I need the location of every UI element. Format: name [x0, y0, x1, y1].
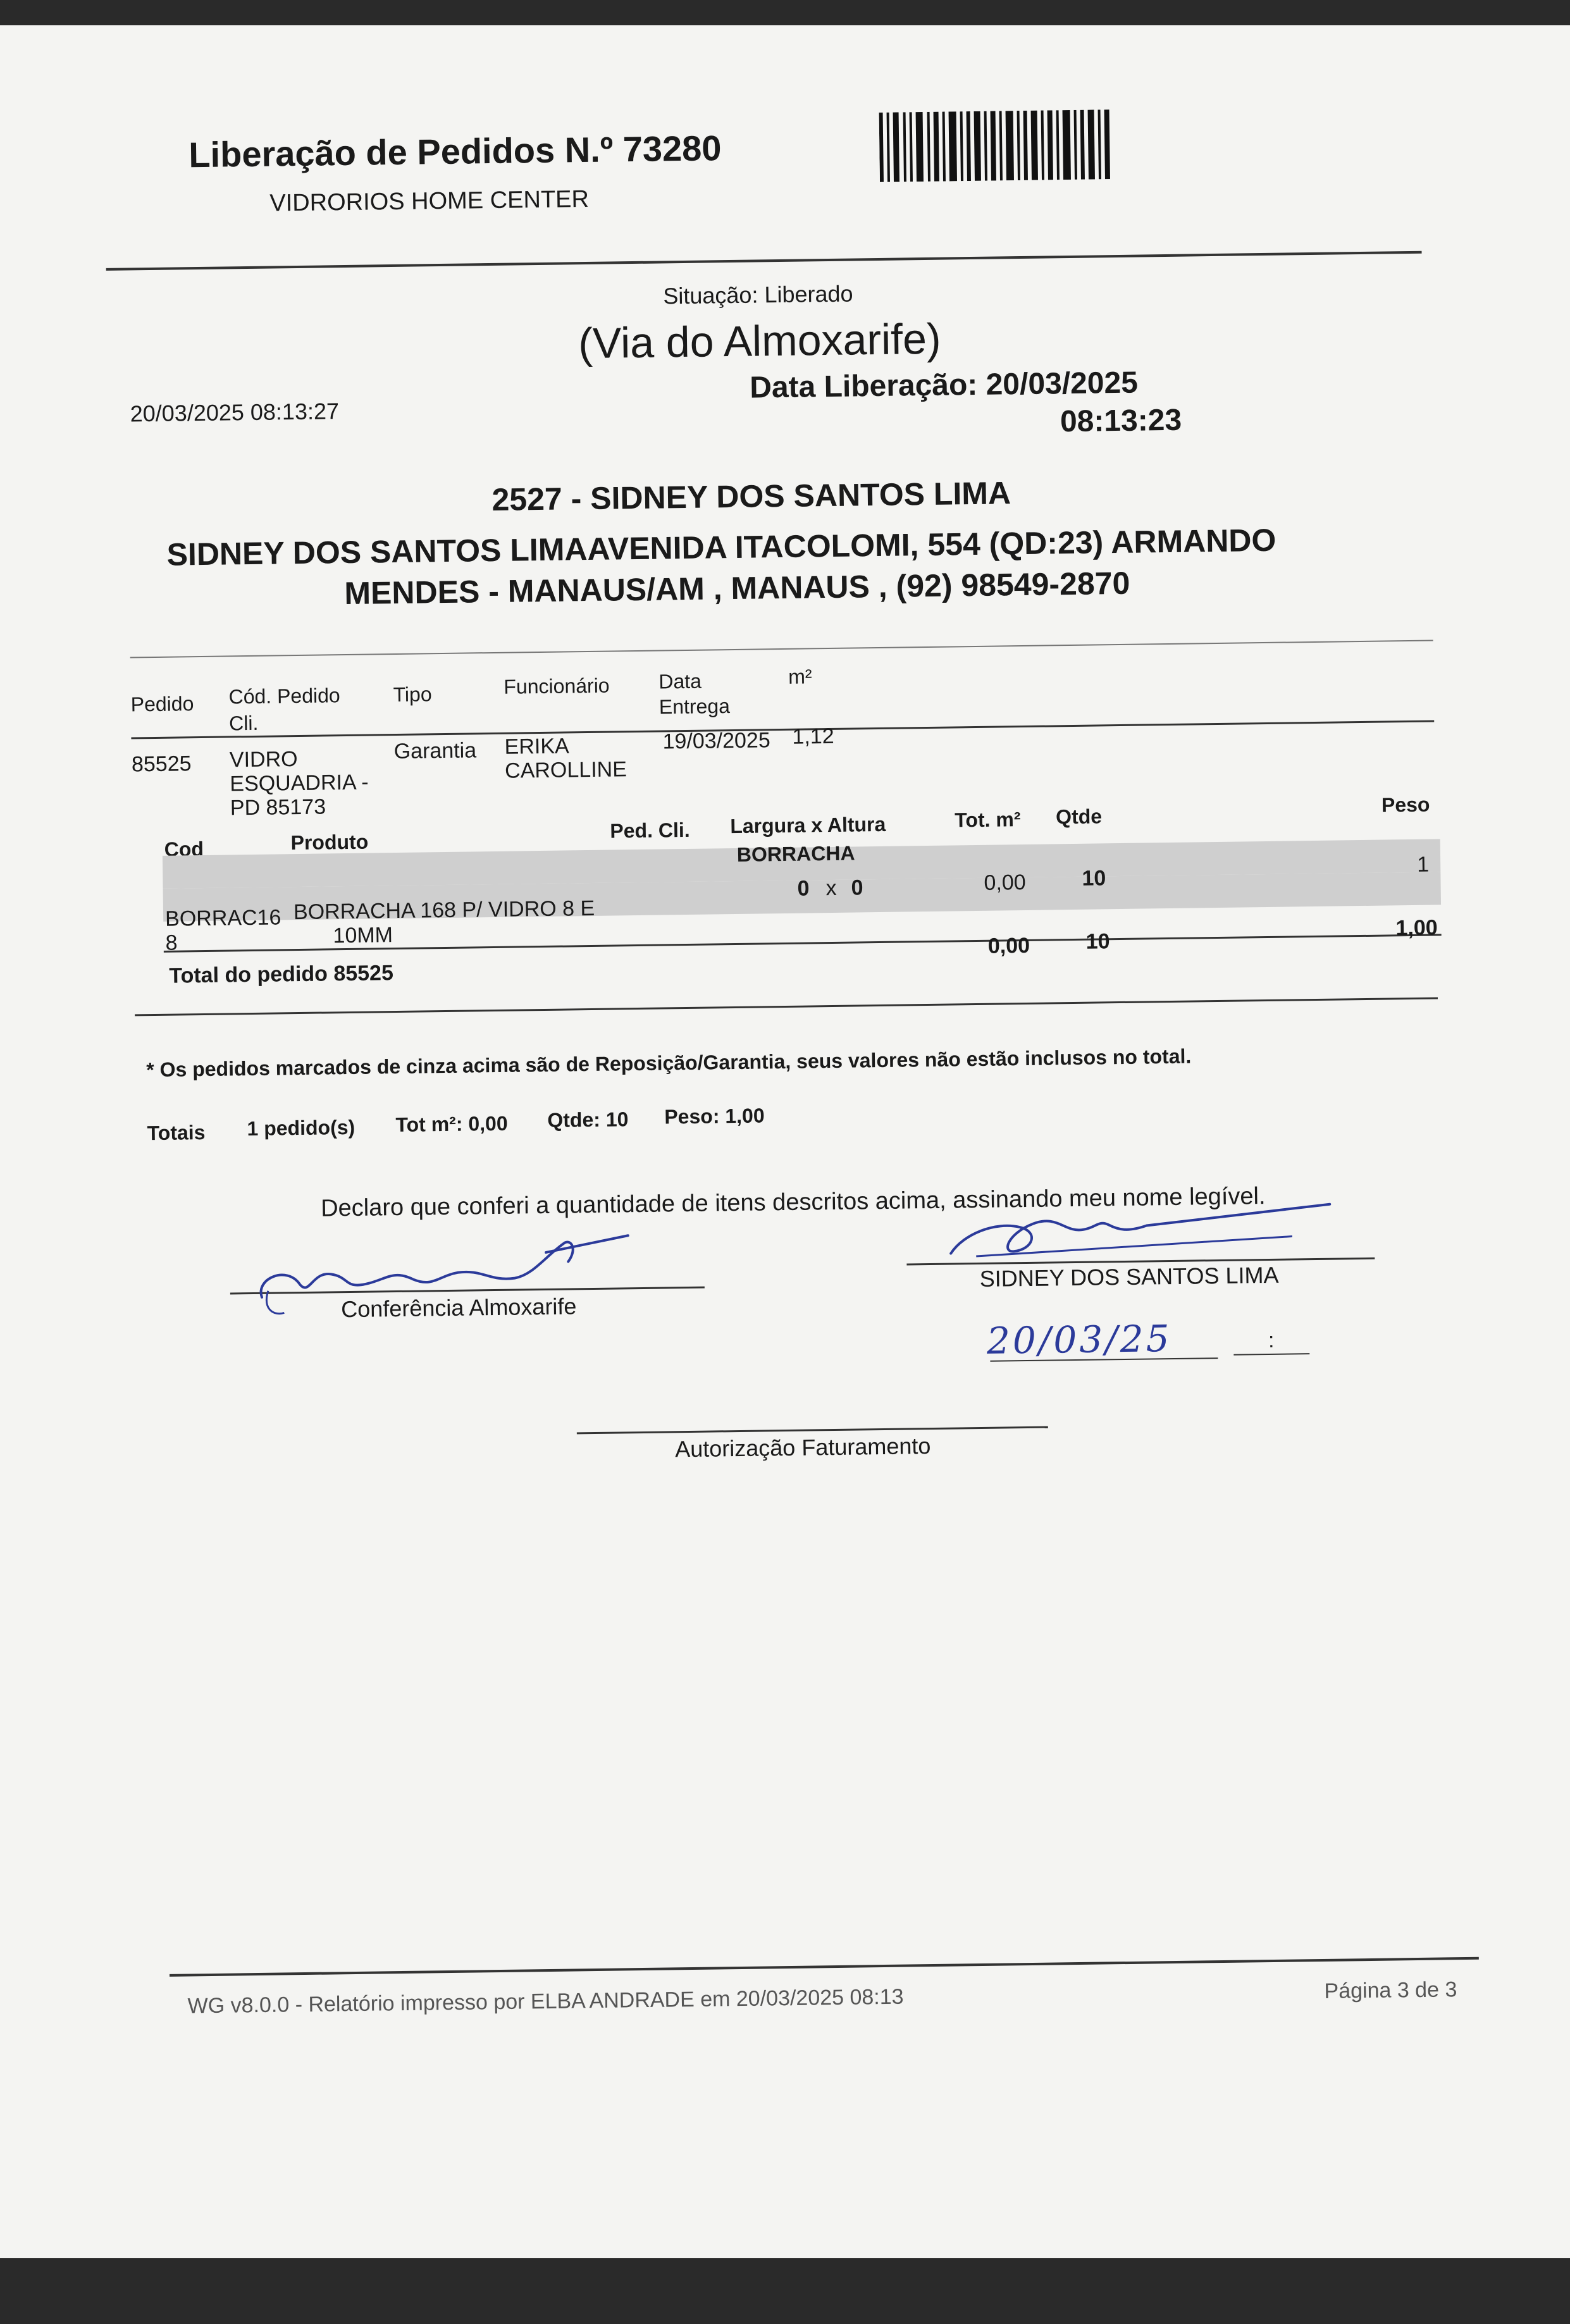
time-underline: [1233, 1353, 1309, 1356]
release-time: 08:13:23: [1060, 403, 1182, 439]
order-total-tot-m2: 0,00: [987, 933, 1030, 958]
col-pedido: Pedido: [130, 692, 194, 716]
col-data: Data: [658, 669, 702, 693]
item-qtde: 10: [1082, 866, 1106, 891]
item-peso: 1: [1416, 852, 1430, 877]
order-data-entrega: 19/03/2025: [662, 728, 770, 754]
col-tipo: Tipo: [393, 683, 432, 707]
declaration-text: Declaro que conferi a quantidade de itens descritos acima, assinando meu nome legível.: [320, 1183, 1266, 1222]
group-label: BORRACHA: [736, 841, 855, 866]
authorization-label: Autorização Faturamento: [674, 1433, 931, 1462]
item-cod-line1: BORRAC16: [164, 905, 281, 931]
print-datetime: 20/03/2025 08:13:27: [130, 398, 340, 427]
order-funcionario-line2: CAROLLINE: [504, 757, 627, 783]
order-funcionario-line1: ERIKA: [504, 734, 569, 759]
copy-label: (Via do Almoxarife): [578, 314, 941, 368]
barcode: [879, 109, 1114, 182]
order-total-peso: 1,00: [1395, 915, 1438, 941]
item-largura: 0: [797, 876, 810, 901]
company-name: VIDRORIOS HOME CENTER: [269, 185, 590, 217]
item-cod-line2: 8: [165, 930, 178, 955]
col-cod-pedido: Cód. Pedido: [228, 684, 340, 708]
totals-peso: Peso: 1,00: [664, 1104, 765, 1128]
totals-qtde: Qtde: 10: [547, 1108, 629, 1132]
items-col-ped-cli: Ped. Cli.: [610, 818, 690, 843]
item-produto-line2: 10MM: [333, 923, 393, 948]
totals-label: Totais: [147, 1120, 206, 1145]
signature-label-left: Conferência Almoxarife: [340, 1293, 577, 1323]
totals-pedidos: 1 pedido(s): [247, 1115, 355, 1140]
header-divider: [106, 251, 1422, 271]
order-header-divider: [131, 720, 1434, 739]
items-col-produto: Produto: [290, 830, 369, 855]
items-col-cod: Cod: [164, 837, 204, 861]
customer-address-line2: MENDES - MANAUS/AM , MANAUS , (92) 98549-2870: [344, 565, 1130, 612]
customer-divider: [130, 640, 1433, 658]
table-end-divider: [135, 997, 1438, 1016]
col-m2: m²: [788, 665, 812, 688]
footer-page-number: Página 3 de 3: [1324, 1977, 1457, 2003]
order-m2: 1,12: [792, 724, 834, 749]
handwritten-date: 20/03/25: [986, 1317, 1172, 1363]
item-tot-m2: 0,00: [984, 870, 1026, 895]
handwritten-signature-left: [248, 1216, 641, 1323]
col-data-entrega: Entrega: [658, 695, 731, 719]
items-col-qtde: Qtde: [1055, 805, 1103, 829]
handwritten-signature-right: [937, 1191, 1343, 1266]
order-cod-line1: VIDRO: [229, 747, 298, 772]
document-page: [0, 25, 1570, 2258]
footer-report-info: WG v8.0.0 - Relatório impresso por ELBA ANDRADE em 20/03/2025 08:13: [187, 1984, 904, 2018]
customer-code-name: 2527 - SIDNEY DOS SANTOS LIMA: [491, 475, 1011, 517]
order-cod-line2: ESQUADRIA -: [230, 770, 369, 796]
item-produto-line1: BORRACHA 168 P/ VIDRO 8 E: [293, 896, 595, 925]
col-cod-pedido-cli: Cli.: [228, 711, 259, 735]
customer-address-line1: SIDNEY DOS SANTOS LIMAAVENIDA ITACOLOMI, 554 (QD:23) ARMANDO: [166, 522, 1276, 572]
items-col-tot-m2: Tot. m²: [954, 808, 1021, 832]
signature-label-right: SIDNEY DOS SANTOS LIMA: [979, 1261, 1279, 1292]
order-total-label: Total do pedido 85525: [169, 961, 394, 988]
authorization-line: [577, 1426, 1048, 1435]
time-separator: :: [1268, 1328, 1275, 1353]
item-times-sign: x: [825, 875, 837, 901]
totals-tot-m2: Tot m²: 0,00: [395, 1111, 508, 1137]
release-date: Data Liberação: 20/03/2025: [749, 366, 1139, 405]
order-total-qtde: 10: [1085, 929, 1110, 954]
col-funcionario: Funcionário: [504, 674, 610, 698]
item-altura: 0: [851, 875, 863, 900]
situation-text: Situação: Liberado: [663, 280, 853, 309]
order-cod-line3: PD 85173: [230, 794, 326, 820]
order-tipo: Garantia: [393, 738, 477, 764]
items-col-largura-altura: Largura x Altura: [730, 812, 886, 838]
order-pedido: 85525: [131, 751, 192, 777]
paper-sheet: [0, 25, 1570, 2258]
items-col-peso: Peso: [1381, 793, 1430, 817]
footer-divider: [170, 1957, 1479, 1977]
footnote: * Os pedidos marcados de cinza acima são de Reposição/Garantia, seus valores não estão inclusos no total.: [146, 1044, 1192, 1082]
document-title: Liberação de Pedidos N.º 73280: [188, 128, 722, 175]
